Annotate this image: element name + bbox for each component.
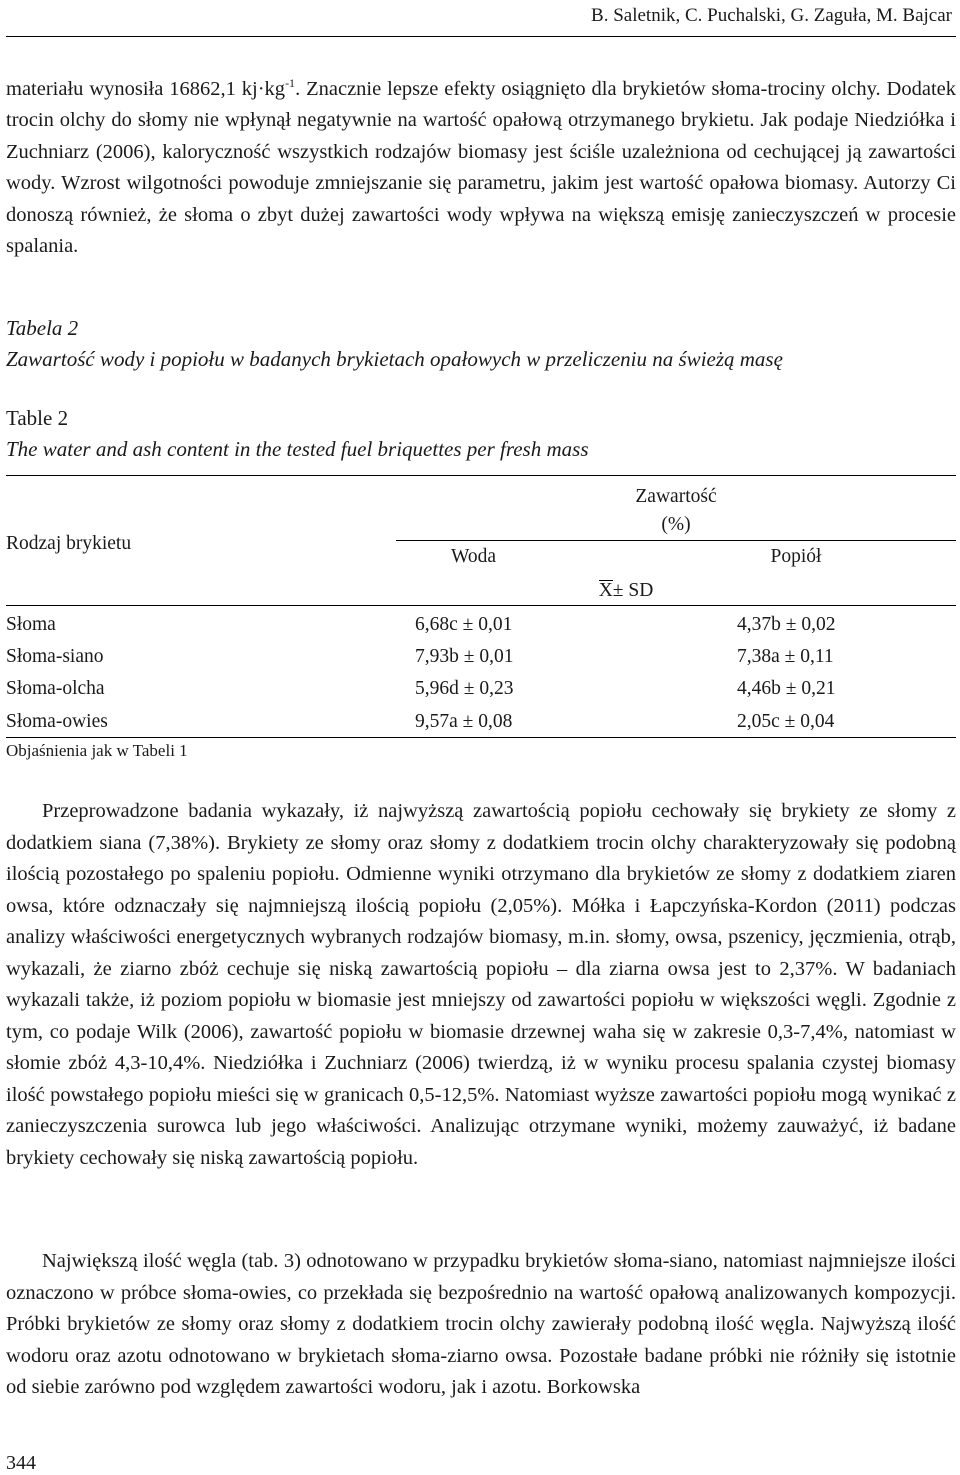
paragraph-intro-text-continued: . Znacznie lepsze efekty osiągnięto dla brykietów słoma-trociny olchy. Dodatek trocin olchy do słomy nie wpłynął negatywnie na wartość opałową otrzymanego brykietu. Jak podaje Niedziółka i Zuchniarz (2006), kaloryczność wszystkich rodzajów biomasy jest ściśle uzależniona od cechującej ją zawartości wody. Wzrost wilgotności powoduje zmniejszanie się parametru, jakim jest wartość opałowa biomasy. Autorzy Ci donoszą również, że słoma o zbyt dużej zawartości wody wpływa na większą emisję zanieczyszczeń w procesie spalania.: [6, 77, 956, 258]
header-ash: Popiół: [770, 546, 822, 567]
paragraph-intro-text: materiału wynosiła 16862,1 kj·kg: [6, 77, 286, 100]
table-bottom-rule: [6, 737, 956, 738]
superscript: -1: [285, 76, 296, 90]
table-title-en: The water and ash content in the tested fuel briquettes per fresh mass: [6, 437, 589, 461]
table-title-pl: Zawartość wody i popiołu w badanych brykietach opałowych w przeliczeniu na świeżą masę: [6, 347, 783, 371]
paragraph-carbon-results: Największą ilość węgla (tab. 3) odnotowano w przypadku brykietów słoma-siano, natomiast najmniejsze ilości oznaczono w próbce słoma-owies, co przekłada się bezpośrednio na wartość opałową analizowanych kompozycji. Próbki brykietów ze słomy oraz słomy z dodatkiem trocin olchy zawierały podobną ilość węgla. Najwyższą ilość wodoru oraz azotu odnotowano w brykietach słoma-ziarno owsa. Pozostałe badane próbki nie różniły się istotnie od siebie zarówno pod względem zawartości wodoru, jak i azotu. Borkowska: [6, 1250, 956, 1398]
table-cell-ash: 4,46b ± 0,21: [737, 678, 836, 699]
header-briquette-type: Rodzaj brykietu: [6, 533, 132, 554]
header-stat: [396, 579, 856, 603]
table-note: Objaśnienia jak w Tabeli 1: [6, 741, 188, 760]
paragraph-intro: [6, 68, 956, 263]
header-rule: [6, 36, 956, 37]
header-water: Woda: [451, 546, 496, 567]
table-cell-type: Słoma-owies: [6, 711, 108, 732]
header-content: Zawartość: [635, 486, 717, 507]
table-cell-ash: 2,05c ± 0,04: [737, 711, 835, 732]
table-cell-type: Słoma-siano: [6, 646, 104, 667]
table-cell-water: 5,96d ± 0,23: [415, 678, 514, 699]
table-cell-ash: 4,37b ± 0,02: [737, 614, 836, 635]
table-cell-water: 9,57a ± 0,08: [415, 711, 513, 732]
header-mid-rule: [396, 540, 956, 541]
running-head: B. Saletnik, C. Puchalski, G. Zaguła, M. Bajcar: [591, 5, 952, 26]
table-cell-type: Słoma: [6, 614, 56, 635]
mean-symbol: X: [598, 580, 613, 601]
header-bottom-rule: [6, 605, 956, 606]
table-cell-water: 7,93b ± 0,01: [415, 646, 514, 667]
paragraph-ash-results: Przeprowadzone badania wykazały, iż najwyższą zawartością popiołu cechowały się brykiety ze słomy z dodatkiem siana (7,38%). Brykiety ze słomy oraz słomy z dodatkiem trocin olchy charakteryzowały się podobną ilością pozostałego po spaleniu popiołu. Odmienne wyniki otrzymano dla brykietów ze słomy z dodatkiem ziaren owsa, które odznaczały się najmniejszą ilością popiołu (2,05%). Mółka i Łapczyńska-Kordon (2011) podczas analizy właściwości energetycznych wybranych rodzajów biomasy, m.in. słomy, owsa, pszenicy, jęczmienia, otrąb, wykazali, że ziarno zbóż cechuje się niską zawartością popiołu – dla ziarna owsa jest to 2,37%. W badaniach wykazali także, iż poziom popiołu w biomasie jest mniejszy od zawartości popiołu w większości węgli. Zgodnie z tym, co podaje Wilk (2006), zawartość popiołu w biomasie drzewnej waha się w zakresie 0,3-7,4%, natomiast w słomie zbóż 4,3-10,4%. Niedziółka i Zuchniarz (2006) twierdzą, iż w wyniku procesu spalania czystej biomasy ilość powstałego popiołu mieści się w granicach 0,5-12,5%. Natomiast wyższe zawartości popiołu mogą wynikać z zanieczyszczenia surowca lub jego właściwości. Analizując otrzymane wyniki, możemy zauważyć, iż badane brykiety cechowały się niską zawartością popiołu.: [6, 800, 956, 1169]
table-top-rule: [6, 475, 956, 476]
table-cell-water: 6,68c ± 0,01: [415, 614, 513, 635]
table-label-pl: Tabela 2: [6, 316, 79, 340]
table-label-en: Table 2: [6, 406, 69, 430]
table-cell-type: Słoma-olcha: [6, 678, 105, 699]
page-number: 344: [6, 1452, 36, 1474]
table-cell-ash: 7,38a ± 0,11: [737, 646, 834, 667]
header-percent: (%): [661, 514, 691, 535]
stat-suffix: ± SD: [612, 580, 654, 601]
